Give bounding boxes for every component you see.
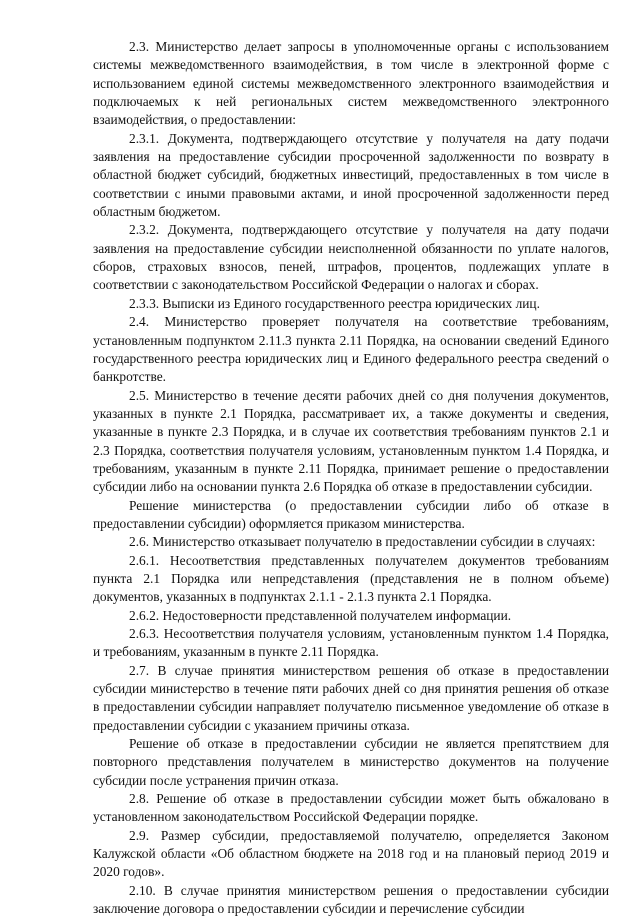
paragraph-2-5: 2.5. Министерство в течение десяти рабочих дней со дня получения документов, указанных в пункте 2.1 Порядка, рассматривает их, а также документы и сведения, указанные в пункте 2.3 Порядка, и в случае их соответствия требованиям пунктов 2.1 и 2.3 Порядка, соответствия получателя условиям, установленным пунктом 1.4 Порядка, и требованиям, указанным в пункте 2.11 Порядка, принимает решение о предоставлении субсидии либо на основании пункта 2.6 Порядка об отказе в предоставлении субсидии. [93,387,609,495]
paragraph-2-7-refusal: Решение об отказе в предоставлении субсидии не является препятствием для повторного представления получателем в министерство документов на получение субсидии после устранения причин отказа. [93,736,609,788]
paragraph-2-8: 2.8. Решение об отказе в предоставлении субсидии может быть обжаловано в установленном законодательством Российской Федерации порядке. [93,791,609,825]
paragraph-2-9: 2.9. Размер субсидии, предоставляемой получателю, определяется Законом Калужской области «Об областном бюджете на 2018 год и на плановый период 2019 и 2020 годов». [93,827,609,880]
paragraph-2-6-3: 2.6.3. Несоответствия получателя условиям, установленным пунктом 1.4 Порядка, и требованиям, указанным в пункте 2.11 Порядка. [93,626,609,660]
paragraph-2-5-decision: Решение министерства (о предоставлении субсидии либо об отказе в предоставлении субсидии) оформляется приказом министерства. [93,497,609,531]
paragraph-2-7: 2.7. В случае принятия министерством решения об отказе в предоставлении субсидии министерство в течение пяти рабочих дней со дня принятия решения об отказе в предоставлении субсидии направляет получателю письменное уведомление об отказе в предоставлении субсидии с указанием причины отказа. [93,662,609,733]
document-body [93,38,609,919]
paragraph-2-6: 2.6. Министерство отказывает получателю в предоставлении субсидии в случаях: [129,534,596,550]
paragraph-2-3-3: 2.3.3. Выписки из Единого государственного реестра юридических лиц. [129,295,540,311]
paragraph-2-3-1: 2.3.1. Документа, подтверждающего отсутствие у получателя на дату подачи заявления на предоставление субсидии просроченной задолженности по возврату в областной бюджет субсидий, бюджетных инвестиций, предоставленных в том числе в соответствии с иными правовыми актами, и иной просроченной задолженности перед областным бюджетом. [93,130,609,220]
paragraph-2-10: 2.10. В случае принятия министерством решения о предоставлении субсидии заключение договора о предоставлении субсидии и перечисление субсидии [93,882,609,917]
paragraph-2-3-2: 2.3.2. Документа, подтверждающего отсутствие у получателя на дату подачи заявления на предоставление субсидии неисполненной обязанности по уплате налогов, сборов, страховых взносов, пеней, штрафов, процентов, подлежащих уплате в соответствии с законодательством Российской Федерации о налогах и сборах. [93,222,609,293]
paragraph-2-6-1: 2.6.1. Несоответствия представленных получателем документов требованиям пункта 2.1 Порядка или непредставления (представления не в полном объеме) документов, указанных в подпунктах 2.1.1 - 2.1.3 пункта 2.1 Порядка. [93,552,609,605]
paragraph-2-3: 2.3. Министерство делает запросы в уполномоченные органы с использованием системы межведомственного взаимодействия, в том числе в электронной форме с использованием единой системы межведомственного электронного взаимодействия и подключаемых к ней региональных систем межведомственного электронного взаимодействия, о предоставлении: [93,39,609,128]
paragraph-2-6-2: 2.6.2. Недостоверности представленной получателем информации. [129,607,512,623]
paragraph-2-4: 2.4. Министерство проверяет получателя на соответствие требованиям, установленным подпунктом 2.11.3 пункта 2.11 Порядка, на основании сведений Единого государственного реестра юридических лиц и Единого федерального реестра сведений о банкротстве. [93,314,609,385]
